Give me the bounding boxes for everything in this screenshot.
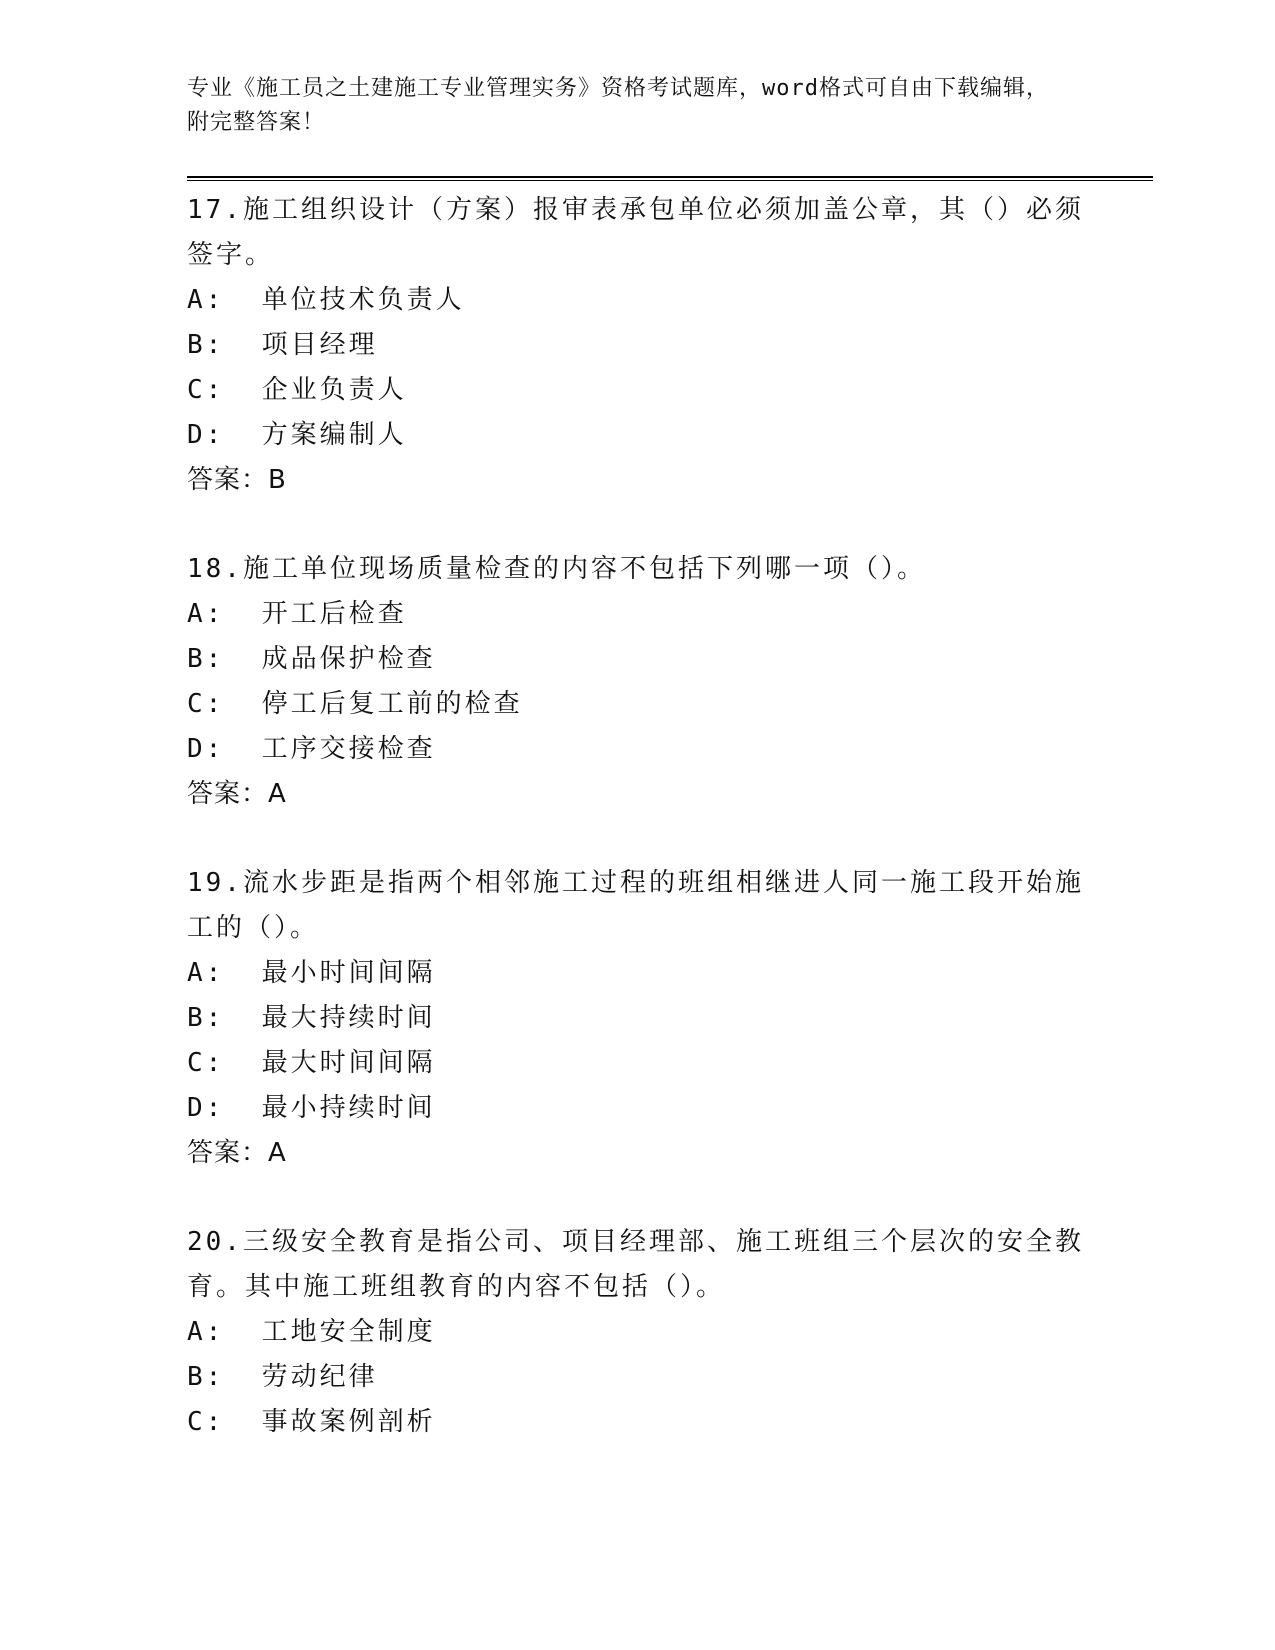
answer: 答案：A: [187, 1138, 287, 1168]
option-c: C: 停工后复工前的检查: [187, 689, 523, 719]
option-d: D: 方案编制人: [187, 420, 407, 450]
option-c: C: 企业负责人: [187, 375, 407, 405]
question-20: [187, 1220, 1087, 1445]
question-list: [187, 188, 1087, 1489]
question-17: [187, 188, 1087, 503]
option-a: A: 开工后检查: [187, 599, 407, 629]
question-19: [187, 861, 1087, 1176]
question-stem: 20.三级安全教育是指公司、项目经理部、施工班组三个层次的安全教育。其中施工班组教育的内容不包括（）。: [187, 1227, 1084, 1302]
answer: 答案：A: [187, 779, 287, 809]
question-18: [187, 547, 1087, 817]
option-c: C: 最大时间间隔: [187, 1048, 436, 1078]
option-a: A: 单位技术负责人: [187, 285, 465, 315]
option-b: B: 劳动纪律: [187, 1362, 378, 1392]
option-b: B: 项目经理: [187, 330, 378, 360]
option-a: A: 工地安全制度: [187, 1317, 436, 1347]
option-b: B: 最大持续时间: [187, 1003, 436, 1033]
question-stem: 17.施工组织设计（方案）报审表承包单位必须加盖公章，其（）必须签字。: [187, 195, 1084, 270]
option-b: B: 成品保护检查: [187, 644, 436, 674]
option-a: A: 最小时间间隔: [187, 958, 436, 988]
page-header: 专业《施工员之土建施工专业管理实务》资格考试题库，word格式可自由下载编辑，附完整答案！: [187, 76, 1049, 135]
question-stem: 18.施工单位现场质量检查的内容不包括下列哪一项（）。: [187, 554, 926, 584]
option-c: C: 事故案例剖析: [187, 1407, 436, 1437]
question-stem: 19.流水步距是指两个相邻施工过程的班组相继进人同一施工段开始施工的（）。: [187, 868, 1084, 943]
header-divider: [187, 176, 1153, 181]
answer: 答案：B: [187, 465, 287, 495]
option-d: D: 最小持续时间: [187, 1093, 436, 1123]
option-d: D: 工序交接检查: [187, 734, 436, 764]
